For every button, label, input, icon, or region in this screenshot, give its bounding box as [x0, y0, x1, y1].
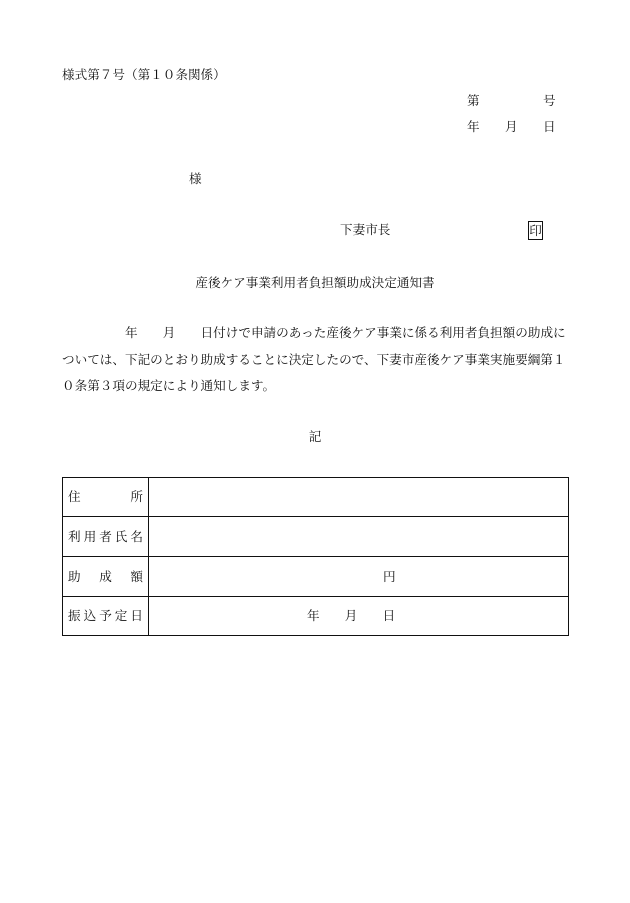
- subsidy-amount-label: [63, 557, 149, 596]
- label-character: 氏: [114, 528, 128, 544]
- label-character: 日: [130, 608, 143, 623]
- transfer-date-label: [63, 597, 149, 635]
- table-row-user-name: [63, 516, 568, 556]
- seal-mark: 印: [529, 223, 542, 238]
- issue-date-month: 月: [505, 119, 518, 134]
- label-character: 成: [99, 568, 112, 584]
- issue-date-year: 年: [467, 119, 480, 134]
- issuer-title: 下妻市長: [340, 222, 391, 237]
- label-character: 振: [68, 608, 81, 623]
- address-value-cell: [149, 478, 568, 516]
- body-line-2: ついては、下記のとおり助成することに決定したので、下妻市産後ケア事業実施要綱第１: [62, 352, 566, 367]
- label-character: 所: [130, 489, 143, 504]
- form-number: 様式第７号（第１０条関係）: [62, 67, 226, 82]
- details-table: [62, 477, 569, 636]
- label-character: 利: [68, 528, 81, 544]
- body-line-3: ０条第３項の規定により通知します。: [62, 378, 276, 393]
- table-row-address: [63, 478, 568, 516]
- label-character: 名: [130, 528, 143, 544]
- label-character: 用: [83, 528, 97, 544]
- document-number-prefix: 第: [467, 93, 480, 108]
- subsidy-amount-value-cell: [149, 557, 568, 596]
- table-row-subsidy-amount: [63, 556, 568, 596]
- addressee-honorific: 様: [189, 171, 202, 186]
- label-character: 額: [130, 568, 143, 584]
- subsidy-amount-unit: 円: [383, 568, 396, 584]
- table-row-transfer-date: [63, 596, 568, 635]
- label-character: 助: [68, 568, 81, 584]
- label-character: 込: [83, 608, 97, 623]
- transfer-date-value-cell: [149, 597, 568, 635]
- note-heading: 記: [308, 429, 322, 444]
- user-name-label: [63, 517, 149, 556]
- label-character: 者: [99, 528, 112, 544]
- document-number-suffix: 号: [543, 93, 556, 108]
- address-label: [63, 478, 149, 516]
- document-title: 産後ケア事業利用者負担額助成決定通知書: [195, 275, 435, 290]
- issue-date-day: 日: [543, 119, 556, 134]
- body-line-1: 年 月 日付けで申請のあった産後ケア事業に係る利用者負担額の助成に: [125, 325, 566, 340]
- user-name-value-cell: [149, 517, 568, 556]
- transfer-date-value: 年 月 日: [307, 608, 396, 623]
- label-character: 住: [68, 489, 81, 504]
- label-character: 定: [114, 608, 128, 623]
- label-character: 予: [99, 608, 112, 623]
